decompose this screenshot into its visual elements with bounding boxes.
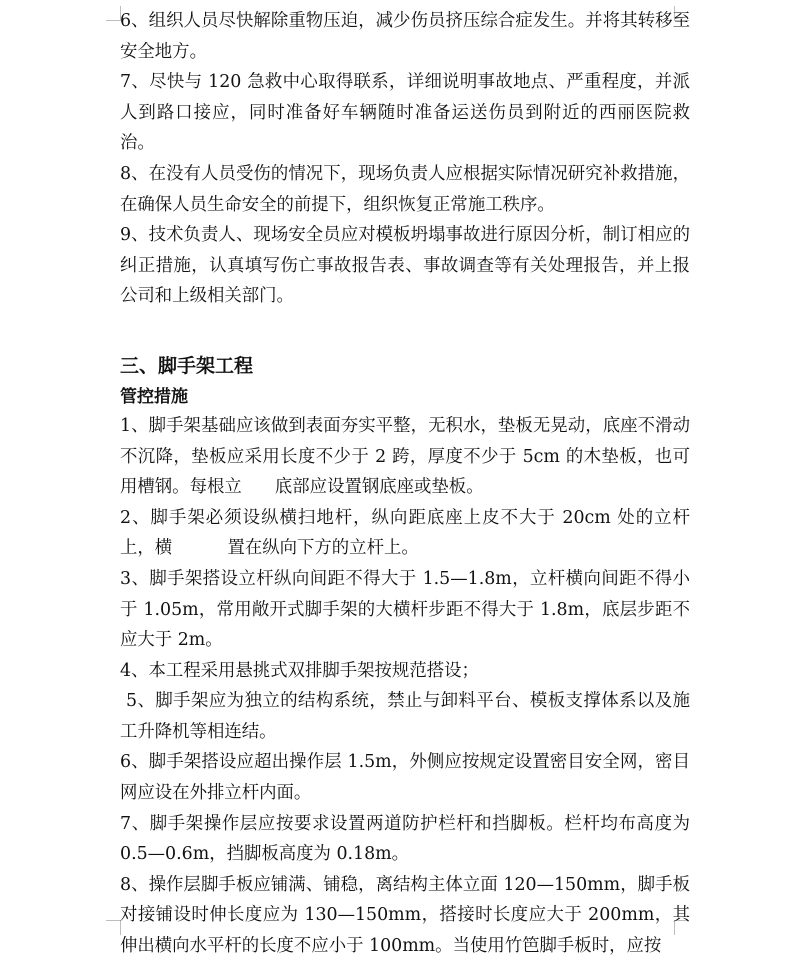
measure-item-3: 3、脚手架搭设立杆纵向间距不得大于 1.5—1.8m，立杆横向间距不得小于 1.05m，常用敞开式脚手架的大横杆步距不得大于 1.8m，底层步距不应大于 2m。 bbox=[120, 568, 690, 651]
document-body bbox=[120, 6, 696, 962]
paragraph-item-6: 6、组织人员尽快解除重物压迫，减少伤员挤压综合症发生。并将其转移至安全地方。 bbox=[120, 11, 690, 62]
measure-item-8: 8、操作层脚手板应铺满、铺稳，离结构主体立面 120—150mm，脚手板对接铺设时伸长度应为 130—150mm，搭接时长度应大于 200mm，其伸出横向水平杆的长度不应小于 100mm。当使用竹笆脚手板时，应按 bbox=[120, 874, 690, 957]
measure-item-4: 4、本工程采用悬挑式双排脚手架按规范搭设； bbox=[120, 660, 479, 681]
paragraph-item-9: 9、技术负责人、现场安全员应对模板坍塌事故进行原因分析，制订相应的纠正措施，认真填写伤亡事故报告表、事故调查等有关处理报告，并上报公司和上级相关部门。 bbox=[120, 225, 690, 307]
section-title: 三、脚手架工程 bbox=[120, 354, 254, 377]
paragraph-item-8: 8、在没有人员受伤的情况下，现场负责人应根据实际情况研究补救措施，在确保人员生命安全的前提下，组织恢复正常施工秩序。 bbox=[120, 163, 690, 215]
measure-item-2: 2、脚手架必须设纵横扫地杆，纵向距底座上皮不大于 20cm 处的立杆上，横 置在纵向下方的立杆上。 bbox=[120, 507, 690, 559]
crop-mark-top-left bbox=[106, 6, 121, 21]
crop-mark-bottom-left bbox=[106, 920, 121, 935]
section-subtitle: 管控措施 bbox=[120, 386, 188, 407]
paragraph-item-7: 7、尽快与 120 急救中心取得联系，详细说明事故地点、严重程度，并派人到路口接应，同时准备好车辆随时准备运送伤员到附近的西丽医院救治。 bbox=[120, 72, 690, 154]
section-spacer bbox=[120, 312, 690, 343]
measure-item-1: 1、脚手架基础应该做到表面夯实平整，无积水，垫板无晃动，底座不滑动不沉降，垫板应采用长度不少于 2 跨，厚度不少于 5cm 的木垫板，也可用槽钢。每根立 底部应设置钢底座或垫板。 bbox=[120, 415, 690, 498]
measure-item-5: 5、脚手架应为独立的结构系统，禁止与卸料平台、模板支撑体系以及施工升降机等相连结。 bbox=[120, 691, 690, 742]
measure-item-6: 6、脚手架搭设应超出操作层 1.5m，外侧应按规定设置密目安全网，密目网应设在外排立杆内面。 bbox=[120, 752, 690, 804]
measure-item-7: 7、脚手架操作层应按要求设置两道防护栏杆和挡脚板。栏杆均布高度为 0.5—0.6m，挡脚板高度为 0.18m。 bbox=[120, 813, 696, 865]
